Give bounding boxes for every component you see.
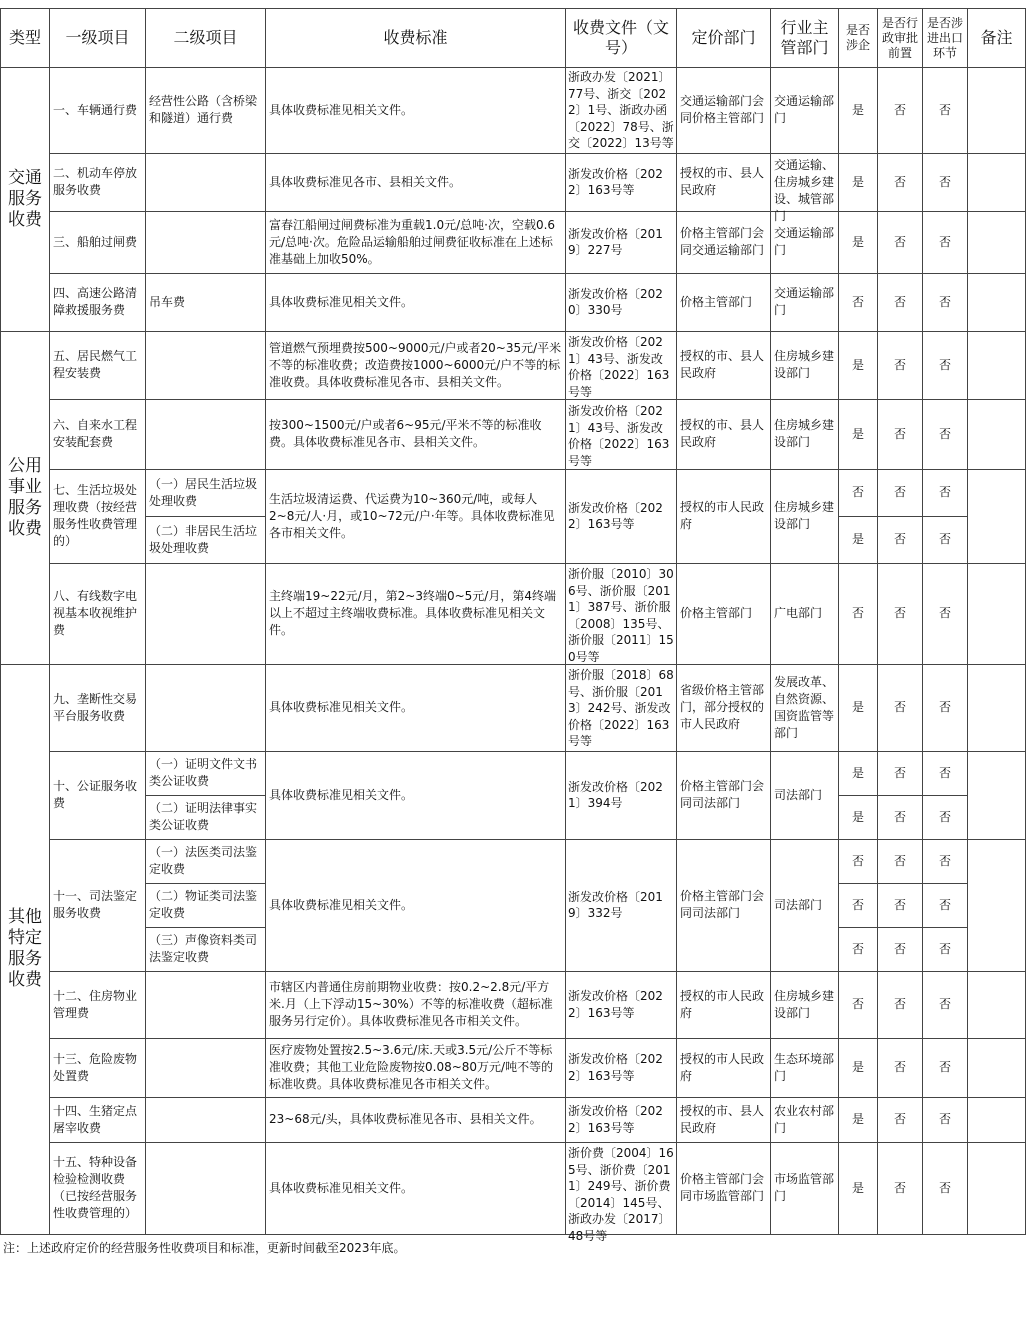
enterprise-cell: 是 <box>839 751 878 795</box>
standard-cell: 具体收费标准见相关文件。 <box>266 1142 566 1234</box>
import-export-cell: 否 <box>923 1038 968 1097</box>
table-row <box>1 331 1026 399</box>
level1-cell: 二、机动车停放服务收费 <box>50 153 146 211</box>
standard-cell: 23~68元/头，具体收费标准见各市、县相关文件。 <box>266 1097 566 1142</box>
table-row <box>1 839 1026 883</box>
doc-cell: 浙政办发〔2021〕77号、浙交〔2022〕1号、浙政办函〔2022〕78号、浙交〔2022〕13号等 <box>566 68 677 154</box>
level2-cell <box>146 153 266 211</box>
approval-cell: 否 <box>878 971 923 1038</box>
import-export-cell: 否 <box>923 927 968 971</box>
doc-cell: 浙发改价格〔2022〕163号等 <box>566 971 677 1038</box>
approval-cell: 否 <box>878 883 923 927</box>
level1-cell: 十一、司法鉴定服务收费 <box>50 839 146 971</box>
header-doc: 收费文件（文号） <box>566 9 677 68</box>
header-level2: 二级项目 <box>146 9 266 68</box>
enterprise-cell: 否 <box>839 927 878 971</box>
remark-cell <box>968 971 1026 1038</box>
import-export-cell: 否 <box>923 399 968 469</box>
approval-cell: 否 <box>878 1097 923 1142</box>
level2-cell <box>146 331 266 399</box>
enterprise-cell: 是 <box>839 1142 878 1234</box>
industry-dept-cell: 住房城乡建设部门 <box>771 399 839 469</box>
doc-cell <box>566 664 677 751</box>
approval-cell: 否 <box>878 927 923 971</box>
import-export-cell: 否 <box>923 751 968 795</box>
table-row <box>1 68 1026 154</box>
standard-cell: 生活垃圾清运费、代运费为10~360元/吨，或每人2~8元/人·月，或10~72元/户·年等。具体收费标准见各市相关文件。 <box>266 469 566 563</box>
industry-dept-cell: 住房城乡建设部门 <box>771 469 839 563</box>
standard-cell: 富春江船闸过闸费标准为重载1.0元/总吨·次，空载0.6元/总吨·次。危险品运输船舶过闸费征收标准在上述标准基础上加收50%。 <box>266 211 566 273</box>
industry-dept-cell: 交通运输部门 <box>771 68 839 154</box>
header-level1: 一级项目 <box>50 9 146 68</box>
price-dept-cell: 授权的市、县人民政府 <box>677 399 771 469</box>
table-row <box>1 1038 1026 1097</box>
remark-cell <box>968 331 1026 399</box>
level1-cell: 三、船舶过闸费 <box>50 211 146 273</box>
industry-dept-text: 交通运输、住房城乡建设、城管部门 <box>774 158 835 223</box>
remark-cell <box>968 839 1026 971</box>
price-dept-cell: 授权的市、县人民政府 <box>677 331 771 399</box>
level2-cell <box>146 971 266 1038</box>
price-dept-cell: 授权的市人民政府 <box>677 971 771 1038</box>
approval-cell: 否 <box>878 795 923 839</box>
header-approval: 是否行政审批前置 <box>878 9 923 68</box>
level1-cell: 四、高速公路清障救援服务费 <box>50 273 146 331</box>
level2-cell <box>146 1142 266 1234</box>
price-dept-cell: 价格主管部门会同司法部门 <box>677 751 771 839</box>
remark-cell <box>968 664 1026 751</box>
industry-dept-cell: 农业农村部门 <box>771 1097 839 1142</box>
approval-cell: 否 <box>878 211 923 273</box>
level2-cell: 吊车费 <box>146 273 266 331</box>
header-enterprise: 是否涉企 <box>839 9 878 68</box>
approval-cell: 否 <box>878 399 923 469</box>
enterprise-cell: 是 <box>839 68 878 154</box>
category-public: 公用事业服务收费 <box>1 331 50 664</box>
industry-dept-cell <box>771 153 839 223</box>
level2-cell: （二）证明法律事实类公证收费 <box>146 795 266 839</box>
price-dept-cell: 省级价格主管部门，部分授权的市人民政府 <box>677 664 771 751</box>
table-footnote: 注：上述政府定价的经营服务性收费项目和标准，更新时间截至2023年底。 <box>3 1241 406 1255</box>
industry-dept-cell: 市场监管部门 <box>771 1142 839 1234</box>
doc-cell: 浙发改价格〔2021〕394号 <box>566 751 677 839</box>
level2-cell: （一）法医类司法鉴定收费 <box>146 839 266 883</box>
doc-text: 浙发改价格〔2021〕43号、浙发改价格〔2022〕163号等 <box>568 335 670 399</box>
import-export-cell: 否 <box>923 211 968 273</box>
standard-cell: 按300~1500元/户或者6~95元/平米不等的标准收费。具体收费标准见各市、县相关文件。 <box>266 399 566 469</box>
approval-cell: 否 <box>878 68 923 154</box>
approval-cell: 否 <box>878 563 923 664</box>
table-row <box>1 751 1026 795</box>
enterprise-cell: 否 <box>839 883 878 927</box>
import-export-cell: 否 <box>923 1097 968 1142</box>
doc-cell: 浙发改价格〔2020〕330号 <box>566 273 677 331</box>
import-export-cell: 否 <box>923 153 968 211</box>
standard-cell: 具体收费标准见相关文件。 <box>266 273 566 331</box>
approval-cell: 否 <box>878 331 923 399</box>
import-export-cell: 否 <box>923 795 968 839</box>
level1-cell: 七、生活垃圾处理收费（按经营服务性收费管理的） <box>50 469 146 563</box>
price-dept-cell: 价格主管部门会同司法部门 <box>677 839 771 971</box>
enterprise-cell: 否 <box>839 563 878 664</box>
import-export-cell: 否 <box>923 563 968 664</box>
industry-dept-cell: 生态环境部门 <box>771 1038 839 1097</box>
standard-cell: 主终端19~22元/月，第2~3终端0~5元/月，第4终端以上不超过主终端收费标准。具体收费标准见相关文件。 <box>266 563 566 664</box>
table-row <box>1 211 1026 273</box>
level2-cell <box>146 1038 266 1097</box>
header-import-export: 是否涉进出口环节 <box>923 9 968 68</box>
table-row <box>1 563 1026 664</box>
industry-dept-cell <box>771 664 839 751</box>
level1-cell: 一、车辆通行费 <box>50 68 146 154</box>
standard-cell: 具体收费标准见各市、县相关文件。 <box>266 153 566 211</box>
doc-cell <box>566 331 677 399</box>
industry-dept-cell: 交通运输部门 <box>771 211 839 273</box>
doc-text: 浙价费〔2004〕165号、浙价费〔2011〕249号、浙价费〔2014〕145号、浙政办发〔2017〕48号等 <box>568 1146 674 1243</box>
remark-cell <box>968 1038 1026 1097</box>
remark-cell <box>968 469 1026 563</box>
enterprise-cell: 是 <box>839 516 878 563</box>
industry-dept-cell: 广电部门 <box>771 563 839 664</box>
import-export-cell: 否 <box>923 273 968 331</box>
approval-cell: 否 <box>878 516 923 563</box>
approval-cell: 否 <box>878 839 923 883</box>
header-type: 类型 <box>1 9 50 68</box>
level2-cell: （二）非居民生活垃圾处理收费 <box>146 516 266 563</box>
standard-cell: 医疗废物处置按2.5~3.6元/床.天或3.5元/公斤不等标准收费；其他工业危险废物按0.08~80万元/吨不等的标准收费。具体收费标准见各市相关文件。 <box>266 1038 566 1097</box>
doc-text: 浙价服〔2018〕68号、浙价服〔2013〕242号、浙发改价格〔2022〕163号等 <box>568 668 674 748</box>
level2-cell: 经营性公路（含桥梁和隧道）通行费 <box>146 68 266 154</box>
header-industry-dept: 行业主管部门 <box>771 9 839 68</box>
price-dept-cell: 授权的市、县人民政府 <box>677 1097 771 1142</box>
price-dept-cell: 价格主管部门会同交通运输部门 <box>677 211 771 273</box>
doc-cell <box>566 399 677 469</box>
fee-table <box>0 8 1026 1243</box>
table-row <box>1 399 1026 469</box>
header-price-dept: 定价部门 <box>677 9 771 68</box>
enterprise-cell: 否 <box>839 469 878 516</box>
table-row <box>1 273 1026 331</box>
enterprise-cell: 是 <box>839 331 878 399</box>
level1-cell: 十四、生猪定点屠宰收费 <box>50 1097 146 1142</box>
level1-cell: 五、居民燃气工程安装费 <box>50 331 146 399</box>
header-remark: 备注 <box>968 9 1026 68</box>
enterprise-cell: 是 <box>839 795 878 839</box>
approval-cell: 否 <box>878 273 923 331</box>
remark-cell <box>968 68 1026 154</box>
doc-text: 浙发改价格〔2021〕43号、浙发改价格〔2022〕163号等 <box>568 404 670 468</box>
level2-cell <box>146 399 266 469</box>
header-standard: 收费标准 <box>266 9 566 68</box>
import-export-cell: 否 <box>923 68 968 154</box>
remark-cell <box>968 563 1026 664</box>
level2-cell: （二）物证类司法鉴定收费 <box>146 883 266 927</box>
level1-cell: 九、垄断性交易平台服务收费 <box>50 664 146 751</box>
approval-cell: 否 <box>878 664 923 751</box>
import-export-cell: 否 <box>923 331 968 399</box>
industry-dept-text: 发展改革、自然资源、国资监管等部门 <box>774 674 835 740</box>
level2-cell: （一）证明文件文书类公证收费 <box>146 751 266 795</box>
standard-text: 市辖区内普通住房前期物业收费：按0.2~2.8元/平方米.月（上下浮动15~30%）不等的标准收费（超标准服务另行定价）。具体收费标准见各市相关文件。 <box>269 980 553 1028</box>
price-dept-cell: 价格主管部门 <box>677 273 771 331</box>
doc-cell <box>566 1142 677 1243</box>
price-dept-cell: 授权的市人民政府 <box>677 469 771 563</box>
standard-cell: 具体收费标准见相关文件。 <box>266 68 566 154</box>
level1-cell: 八、有线数字电视基本收视维护费 <box>50 563 146 664</box>
remark-cell <box>968 399 1026 469</box>
import-export-cell: 否 <box>923 1142 968 1234</box>
enterprise-cell: 否 <box>839 273 878 331</box>
remark-cell <box>968 273 1026 331</box>
import-export-cell: 否 <box>923 516 968 563</box>
standard-cell: 具体收费标准见相关文件。 <box>266 664 566 751</box>
table-row <box>1 664 1026 751</box>
level1-cell: 十二、住房物业管理费 <box>50 971 146 1038</box>
enterprise-cell: 是 <box>839 399 878 469</box>
level2-cell <box>146 563 266 664</box>
level2-cell <box>146 1097 266 1142</box>
category-other: 其他特定服务收费 <box>1 664 50 1234</box>
industry-dept-cell: 住房城乡建设部门 <box>771 331 839 399</box>
price-dept-cell: 交通运输部门会同价格主管部门 <box>677 68 771 154</box>
remark-cell <box>968 1097 1026 1142</box>
approval-cell: 否 <box>878 751 923 795</box>
approval-cell: 否 <box>878 153 923 211</box>
price-dept-cell: 价格主管部门会同市场监管部门 <box>677 1142 771 1234</box>
level1-cell: 十五、特种设备检验检测收费（已按经营服务性收费管理的） <box>50 1142 146 1234</box>
standard-cell: 具体收费标准见相关文件。 <box>266 751 566 839</box>
doc-cell: 浙发改价格〔2022〕163号等 <box>566 1097 677 1142</box>
standard-cell: 具体收费标准见相关文件。 <box>266 839 566 971</box>
remark-cell <box>968 1142 1026 1234</box>
remark-cell <box>968 211 1026 273</box>
table-row <box>1 971 1026 1038</box>
doc-cell: 浙发改价格〔2022〕163号等 <box>566 469 677 563</box>
enterprise-cell: 是 <box>839 1097 878 1142</box>
import-export-cell: 否 <box>923 883 968 927</box>
import-export-cell: 否 <box>923 664 968 751</box>
doc-cell: 浙发改价格〔2022〕163号等 <box>566 153 677 211</box>
industry-dept-cell: 住房城乡建设部门 <box>771 971 839 1038</box>
doc-cell <box>566 563 677 664</box>
level2-cell <box>146 211 266 273</box>
import-export-cell: 否 <box>923 469 968 516</box>
industry-dept-cell: 司法部门 <box>771 839 839 971</box>
doc-text: 浙价服〔2010〕306号、浙价服〔2011〕387号、浙价服〔2008〕135号、浙价服〔2011〕150号等 <box>568 567 674 664</box>
table-row <box>1 1142 1026 1234</box>
standard-cell: 管道燃气预埋费按500~9000元/户或者20~35元/平米不等的标准收费；改造费按1000~6000元/户不等的标准收费。具体收费标准见各市、县相关文件。 <box>266 331 566 399</box>
remark-cell <box>968 153 1026 211</box>
approval-cell: 否 <box>878 1038 923 1097</box>
enterprise-cell: 是 <box>839 153 878 211</box>
level1-cell: 十三、危险废物处置费 <box>50 1038 146 1097</box>
approval-cell: 否 <box>878 1142 923 1234</box>
table-row <box>1 1097 1026 1142</box>
table-row <box>1 469 1026 516</box>
doc-cell: 浙发改价格〔2019〕227号 <box>566 211 677 273</box>
level2-cell: （一）居民生活垃圾处理收费 <box>146 469 266 516</box>
price-dept-cell: 授权的市、县人民政府 <box>677 153 771 211</box>
category-transport: 交通服务收费 <box>1 68 50 332</box>
industry-dept-cell: 交通运输部门 <box>771 273 839 331</box>
standard-cell <box>266 971 566 1038</box>
import-export-cell: 否 <box>923 971 968 1038</box>
level1-cell: 六、自来水工程安装配套费 <box>50 399 146 469</box>
level2-cell: （三）声像资料类司法鉴定收费 <box>146 927 266 971</box>
table-row <box>1 153 1026 211</box>
enterprise-cell: 是 <box>839 664 878 751</box>
level1-cell: 十、公证服务收费 <box>50 751 146 839</box>
price-dept-cell: 授权的市人民政府 <box>677 1038 771 1097</box>
import-export-cell: 否 <box>923 839 968 883</box>
enterprise-cell: 否 <box>839 839 878 883</box>
level2-cell <box>146 664 266 751</box>
enterprise-cell: 是 <box>839 211 878 273</box>
remark-cell <box>968 751 1026 839</box>
industry-dept-cell: 司法部门 <box>771 751 839 839</box>
doc-cell: 浙发改价格〔2022〕163号等 <box>566 1038 677 1097</box>
price-dept-cell: 价格主管部门 <box>677 563 771 664</box>
doc-cell: 浙发改价格〔2019〕332号 <box>566 839 677 971</box>
approval-cell: 否 <box>878 469 923 516</box>
enterprise-cell: 是 <box>839 1038 878 1097</box>
header-row <box>1 9 1026 68</box>
enterprise-cell: 否 <box>839 971 878 1038</box>
